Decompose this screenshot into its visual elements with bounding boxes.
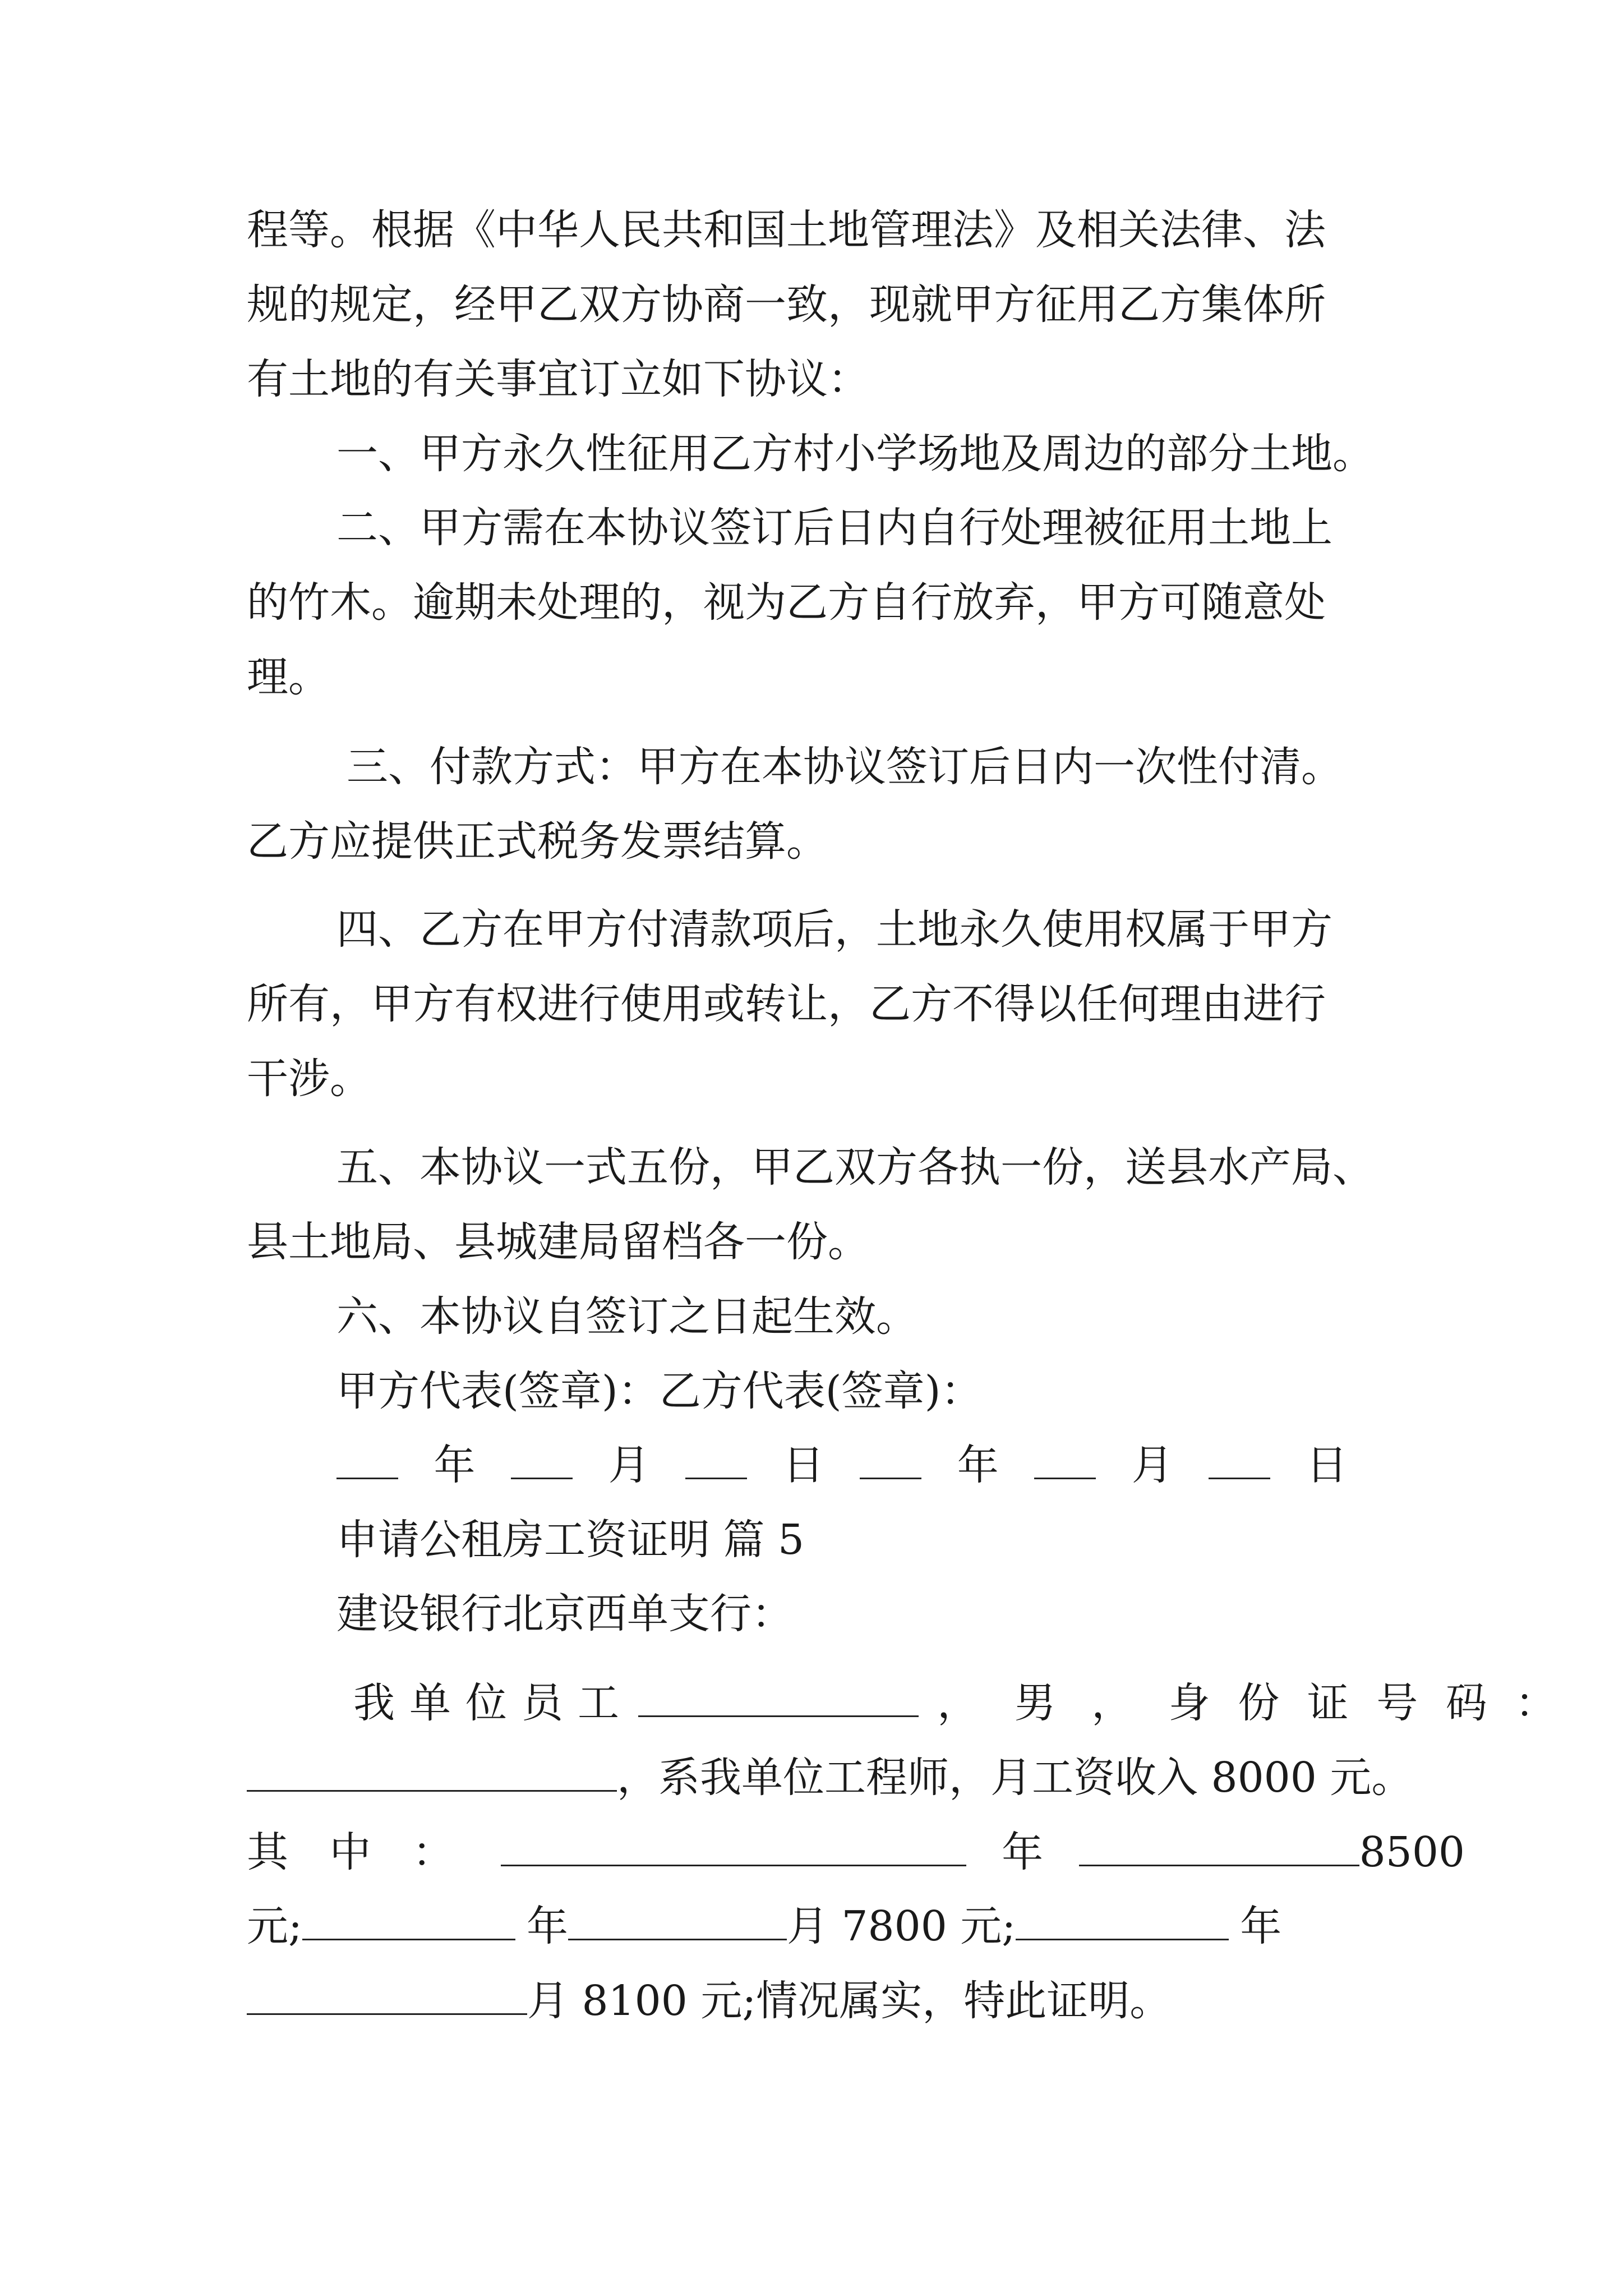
employee-name-blank[interactable] [638, 1676, 919, 1717]
clause-3-line-2: 乙方应提供正式税务发票结算。 [247, 817, 828, 866]
clause-2-line-2: 的竹木。逾期未处理的，视为乙方自行放弃，甲方可随意处 [247, 578, 1326, 627]
date-month-label: 月 [608, 1441, 650, 1489]
clause-5-line-2: 县土地局、县城建局留档各一份。 [247, 1218, 869, 1266]
clause-1: 一、甲方永久性征用乙方村小学场地及周边的部分土地。 [336, 430, 1374, 478]
certificate-line-2: ，系我单位工程师，月工资收入 8000 元。 [247, 1750, 1391, 1806]
date-year-label: 年 [957, 1441, 999, 1489]
date-blank[interactable] [511, 1438, 573, 1479]
date-year-label: 年 [434, 1441, 476, 1489]
intro-line-3: 有土地的有关事宜订立如下协议： [247, 355, 869, 403]
clause-2-line-3: 理。 [247, 653, 330, 701]
date-month-label: 月 [1131, 1441, 1173, 1489]
clause-6: 六、本协议自签订之日起生效。 [336, 1292, 917, 1341]
clause-3-line-1: 三、付款方式：甲方在本协议签订后日内一次性付清。 [347, 743, 1343, 791]
clause-2-line-1: 二、甲方需在本协议签订后日内自行处理被征用土地上 [336, 504, 1332, 552]
date-line [336, 1437, 1348, 1493]
certificate-line-1: 我 单 位 员 工 ， 男 ， 身 份 证 号 码 ： [353, 1675, 1374, 1731]
clause-5-line-1: 五、本协议一式五份，甲乙双方各执一份，送县水产局、 [336, 1143, 1374, 1191]
year-blank[interactable] [302, 1899, 515, 1940]
certificate-line-3: 其 中 ： 年 8500 [247, 1824, 1391, 1880]
id-number-blank[interactable] [247, 1751, 617, 1792]
certificate-line-4: 元; 年 月 7800 元; 年 [247, 1898, 1391, 1954]
month-blank[interactable] [568, 1899, 787, 1940]
month-blank[interactable] [247, 1974, 527, 2015]
addressee: 建设银行北京西单支行： [336, 1590, 793, 1638]
date-blank[interactable] [860, 1438, 921, 1479]
date-blank[interactable] [1034, 1438, 1096, 1479]
year-blank[interactable] [501, 1825, 966, 1866]
date-blank[interactable] [685, 1438, 747, 1479]
clause-4-line-2: 所有，甲方有权进行使用或转让，乙方不得以任何理由进行 [247, 980, 1326, 1028]
date-day-label: 日 [1306, 1441, 1348, 1489]
date-blank[interactable] [336, 1438, 398, 1479]
clause-4-line-1: 四、乙方在甲方付清款项后，土地永久使用权属于甲方 [336, 905, 1332, 954]
signature-line: 甲方代表(签章)：乙方代表(签章)： [336, 1367, 983, 1415]
clause-4-line-3: 干涉。 [247, 1055, 371, 1103]
certificate-line-5: 月 8100 元;情况属实，特此证明。 [247, 1973, 1391, 2029]
section-title: 申请公租房工资证明 篇 5 [336, 1516, 805, 1564]
year-blank[interactable] [1016, 1899, 1229, 1940]
date-day-label: 日 [782, 1441, 824, 1489]
intro-line-1: 程等。根据《中华人民共和国土地管理法》及相关法律、法 [247, 206, 1326, 254]
intro-line-2: 规的规定，经甲乙双方协商一致，现就甲方征用乙方集体所 [247, 280, 1326, 329]
date-blank[interactable] [1209, 1438, 1270, 1479]
month-blank[interactable] [1079, 1825, 1359, 1866]
